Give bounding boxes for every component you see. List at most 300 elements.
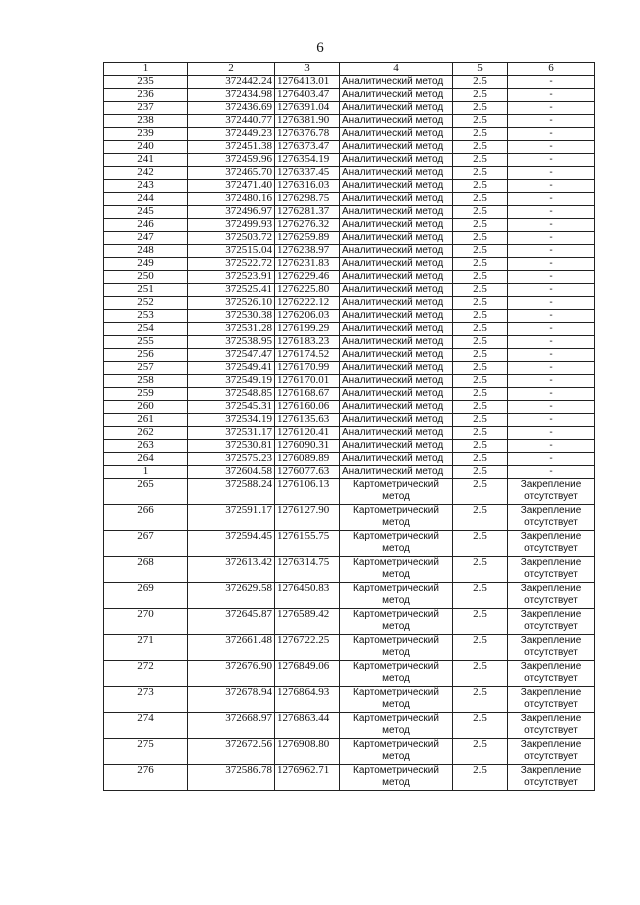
table-row — [104, 440, 595, 453]
fixing-description-cell: - — [508, 414, 595, 427]
y-coordinate-cell: 1276722.25 — [275, 635, 340, 661]
accuracy-cell: 2.5 — [453, 128, 508, 141]
table-row — [104, 323, 595, 336]
table-row — [104, 193, 595, 206]
table-header-row — [104, 63, 595, 76]
point-number-cell: 262 — [104, 427, 188, 440]
fixing-description-cell: - — [508, 219, 595, 232]
method-cell: Аналитический метод — [340, 336, 453, 349]
point-number-cell: 244 — [104, 193, 188, 206]
table-row — [104, 115, 595, 128]
y-coordinate-cell: 1276155.75 — [275, 531, 340, 557]
point-number-cell: 264 — [104, 453, 188, 466]
method-cell: Аналитический метод — [340, 310, 453, 323]
point-number-cell: 266 — [104, 505, 188, 531]
accuracy-cell: 2.5 — [453, 219, 508, 232]
method-cell: Аналитический метод — [340, 180, 453, 193]
method-cell: Аналитический метод — [340, 440, 453, 453]
table-row — [104, 414, 595, 427]
method-cell: Картометрический метод — [340, 687, 453, 713]
fixing-description-cell: - — [508, 154, 595, 167]
table-row — [104, 557, 595, 583]
x-coordinate-cell: 372588.24 — [188, 479, 275, 505]
x-coordinate-cell: 372547.47 — [188, 349, 275, 362]
y-coordinate-cell: 1276168.67 — [275, 388, 340, 401]
y-coordinate-cell: 1276316.03 — [275, 180, 340, 193]
point-number-cell: 240 — [104, 141, 188, 154]
table-row — [104, 687, 595, 713]
accuracy-cell: 2.5 — [453, 76, 508, 89]
y-coordinate-cell: 1276170.01 — [275, 375, 340, 388]
fixing-description-cell: Закрепление отсутствует — [508, 661, 595, 687]
point-number-cell: 252 — [104, 297, 188, 310]
accuracy-cell: 2.5 — [453, 232, 508, 245]
x-coordinate-cell: 372442.24 — [188, 76, 275, 89]
x-coordinate-cell: 372549.19 — [188, 375, 275, 388]
point-number-cell: 237 — [104, 102, 188, 115]
accuracy-cell: 2.5 — [453, 609, 508, 635]
x-coordinate-cell: 372434.98 — [188, 89, 275, 102]
table-row — [104, 401, 595, 414]
fixing-description-cell: Закрепление отсутствует — [508, 609, 595, 635]
y-coordinate-cell: 1276090.31 — [275, 440, 340, 453]
method-cell: Аналитический метод — [340, 362, 453, 375]
table-row — [104, 232, 595, 245]
method-cell: Аналитический метод — [340, 414, 453, 427]
x-coordinate-cell: 372523.91 — [188, 271, 275, 284]
x-coordinate-cell: 372522.72 — [188, 258, 275, 271]
x-coordinate-cell: 372575.23 — [188, 453, 275, 466]
x-coordinate-cell: 372440.77 — [188, 115, 275, 128]
fixing-description-cell: - — [508, 206, 595, 219]
accuracy-cell: 2.5 — [453, 271, 508, 284]
fixing-description-cell: - — [508, 440, 595, 453]
method-cell: Аналитический метод — [340, 76, 453, 89]
y-coordinate-cell: 1276450.83 — [275, 583, 340, 609]
x-coordinate-cell: 372503.72 — [188, 232, 275, 245]
y-coordinate-cell: 1276864.93 — [275, 687, 340, 713]
fixing-description-cell: Закрепление отсутствует — [508, 505, 595, 531]
accuracy-cell: 2.5 — [453, 336, 508, 349]
fixing-description-cell: - — [508, 453, 595, 466]
point-number-cell: 253 — [104, 310, 188, 323]
table-row — [104, 362, 595, 375]
table-row — [104, 219, 595, 232]
point-number-cell: 246 — [104, 219, 188, 232]
method-cell: Аналитический метод — [340, 427, 453, 440]
table-row — [104, 453, 595, 466]
method-cell: Аналитический метод — [340, 349, 453, 362]
accuracy-cell: 2.5 — [453, 635, 508, 661]
y-coordinate-cell: 1276381.90 — [275, 115, 340, 128]
accuracy-cell: 2.5 — [453, 466, 508, 479]
fixing-description-cell: - — [508, 102, 595, 115]
method-cell: Картометрический метод — [340, 479, 453, 505]
accuracy-cell: 2.5 — [453, 583, 508, 609]
fixing-description-cell: Закрепление отсутствует — [508, 479, 595, 505]
x-coordinate-cell: 372459.96 — [188, 154, 275, 167]
point-number-cell: 276 — [104, 765, 188, 791]
accuracy-cell: 2.5 — [453, 297, 508, 310]
x-coordinate-cell: 372661.48 — [188, 635, 275, 661]
coordinates-table — [103, 62, 595, 791]
method-cell: Аналитический метод — [340, 271, 453, 284]
point-number-cell: 255 — [104, 336, 188, 349]
y-coordinate-cell: 1276403.47 — [275, 89, 340, 102]
point-number-cell: 269 — [104, 583, 188, 609]
x-coordinate-cell: 372594.45 — [188, 531, 275, 557]
column-header-5: 5 — [453, 63, 508, 76]
fixing-description-cell: - — [508, 349, 595, 362]
fixing-description-cell: Закрепление отсутствует — [508, 739, 595, 765]
fixing-description-cell: - — [508, 297, 595, 310]
method-cell: Аналитический метод — [340, 297, 453, 310]
y-coordinate-cell: 1276908.80 — [275, 739, 340, 765]
fixing-description-cell: - — [508, 193, 595, 206]
y-coordinate-cell: 1276127.90 — [275, 505, 340, 531]
method-cell: Аналитический метод — [340, 167, 453, 180]
x-coordinate-cell: 372586.78 — [188, 765, 275, 791]
point-number-cell: 256 — [104, 349, 188, 362]
accuracy-cell: 2.5 — [453, 167, 508, 180]
table-row — [104, 167, 595, 180]
method-cell: Аналитический метод — [340, 453, 453, 466]
accuracy-cell: 2.5 — [453, 310, 508, 323]
table-row — [104, 583, 595, 609]
accuracy-cell: 2.5 — [453, 193, 508, 206]
method-cell: Аналитический метод — [340, 284, 453, 297]
point-number-cell: 259 — [104, 388, 188, 401]
method-cell: Картометрический метод — [340, 505, 453, 531]
method-cell: Аналитический метод — [340, 245, 453, 258]
y-coordinate-cell: 1276413.01 — [275, 76, 340, 89]
point-number-cell: 270 — [104, 609, 188, 635]
y-coordinate-cell: 1276231.83 — [275, 258, 340, 271]
y-coordinate-cell: 1276863.44 — [275, 713, 340, 739]
method-cell: Картометрический метод — [340, 531, 453, 557]
table-row — [104, 713, 595, 739]
accuracy-cell: 2.5 — [453, 284, 508, 297]
fixing-description-cell: - — [508, 336, 595, 349]
method-cell: Аналитический метод — [340, 388, 453, 401]
x-coordinate-cell: 372645.87 — [188, 609, 275, 635]
point-number-cell: 247 — [104, 232, 188, 245]
fixing-description-cell: Закрепление отсутствует — [508, 687, 595, 713]
x-coordinate-cell: 372545.31 — [188, 401, 275, 414]
y-coordinate-cell: 1276183.23 — [275, 336, 340, 349]
table-row — [104, 128, 595, 141]
table-row — [104, 180, 595, 193]
x-coordinate-cell: 372525.41 — [188, 284, 275, 297]
y-coordinate-cell: 1276238.97 — [275, 245, 340, 258]
method-cell: Аналитический метод — [340, 219, 453, 232]
accuracy-cell: 2.5 — [453, 414, 508, 427]
fixing-description-cell: - — [508, 89, 595, 102]
table-row — [104, 206, 595, 219]
point-number-cell: 251 — [104, 284, 188, 297]
method-cell: Аналитический метод — [340, 115, 453, 128]
accuracy-cell: 2.5 — [453, 713, 508, 739]
accuracy-cell: 2.5 — [453, 141, 508, 154]
point-number-cell: 250 — [104, 271, 188, 284]
x-coordinate-cell: 372530.81 — [188, 440, 275, 453]
x-coordinate-cell: 372538.95 — [188, 336, 275, 349]
accuracy-cell: 2.5 — [453, 258, 508, 271]
accuracy-cell: 2.5 — [453, 765, 508, 791]
accuracy-cell: 2.5 — [453, 453, 508, 466]
method-cell: Аналитический метод — [340, 206, 453, 219]
fixing-description-cell: - — [508, 180, 595, 193]
table-row — [104, 271, 595, 284]
x-coordinate-cell: 372465.70 — [188, 167, 275, 180]
point-number-cell: 274 — [104, 713, 188, 739]
fixing-description-cell: - — [508, 76, 595, 89]
point-number-cell: 260 — [104, 401, 188, 414]
fixing-description-cell: - — [508, 323, 595, 336]
x-coordinate-cell: 372548.85 — [188, 388, 275, 401]
point-number-cell: 249 — [104, 258, 188, 271]
y-coordinate-cell: 1276314.75 — [275, 557, 340, 583]
table-row — [104, 466, 595, 479]
method-cell: Аналитический метод — [340, 375, 453, 388]
column-header-3: 3 — [275, 63, 340, 76]
method-cell: Аналитический метод — [340, 89, 453, 102]
table-row — [104, 427, 595, 440]
method-cell: Аналитический метод — [340, 466, 453, 479]
fixing-description-cell: - — [508, 427, 595, 440]
accuracy-cell: 2.5 — [453, 531, 508, 557]
table-row — [104, 245, 595, 258]
y-coordinate-cell: 1276222.12 — [275, 297, 340, 310]
accuracy-cell: 2.5 — [453, 154, 508, 167]
x-coordinate-cell: 372629.58 — [188, 583, 275, 609]
accuracy-cell: 2.5 — [453, 479, 508, 505]
accuracy-cell: 2.5 — [453, 102, 508, 115]
point-number-cell: 258 — [104, 375, 188, 388]
accuracy-cell: 2.5 — [453, 245, 508, 258]
y-coordinate-cell: 1276276.32 — [275, 219, 340, 232]
method-cell: Картометрический метод — [340, 739, 453, 765]
y-coordinate-cell: 1276229.46 — [275, 271, 340, 284]
y-coordinate-cell: 1276135.63 — [275, 414, 340, 427]
method-cell: Картометрический метод — [340, 713, 453, 739]
point-number-cell: 248 — [104, 245, 188, 258]
point-number-cell: 265 — [104, 479, 188, 505]
fixing-description-cell: - — [508, 466, 595, 479]
x-coordinate-cell: 372613.42 — [188, 557, 275, 583]
fixing-description-cell: Закрепление отсутствует — [508, 765, 595, 791]
x-coordinate-cell: 372436.69 — [188, 102, 275, 115]
table-row — [104, 505, 595, 531]
y-coordinate-cell: 1276225.80 — [275, 284, 340, 297]
x-coordinate-cell: 372515.04 — [188, 245, 275, 258]
x-coordinate-cell: 372526.10 — [188, 297, 275, 310]
y-coordinate-cell: 1276120.41 — [275, 427, 340, 440]
fixing-description-cell: - — [508, 141, 595, 154]
y-coordinate-cell: 1276589.42 — [275, 609, 340, 635]
accuracy-cell: 2.5 — [453, 362, 508, 375]
x-coordinate-cell: 372604.58 — [188, 466, 275, 479]
y-coordinate-cell: 1276160.06 — [275, 401, 340, 414]
method-cell: Аналитический метод — [340, 128, 453, 141]
point-number-cell: 271 — [104, 635, 188, 661]
fixing-description-cell: - — [508, 245, 595, 258]
point-number-cell: 238 — [104, 115, 188, 128]
point-number-cell: 263 — [104, 440, 188, 453]
accuracy-cell: 2.5 — [453, 89, 508, 102]
method-cell: Аналитический метод — [340, 401, 453, 414]
method-cell: Аналитический метод — [340, 323, 453, 336]
fixing-description-cell: Закрепление отсутствует — [508, 713, 595, 739]
method-cell: Аналитический метод — [340, 141, 453, 154]
method-cell: Аналитический метод — [340, 102, 453, 115]
method-cell: Картометрический метод — [340, 609, 453, 635]
x-coordinate-cell: 372451.38 — [188, 141, 275, 154]
accuracy-cell: 2.5 — [453, 557, 508, 583]
column-header-1: 1 — [104, 63, 188, 76]
y-coordinate-cell: 1276962.71 — [275, 765, 340, 791]
y-coordinate-cell: 1276259.89 — [275, 232, 340, 245]
point-number-cell: 235 — [104, 76, 188, 89]
point-number-cell: 245 — [104, 206, 188, 219]
x-coordinate-cell: 372530.38 — [188, 310, 275, 323]
method-cell: Картометрический метод — [340, 583, 453, 609]
point-number-cell: 243 — [104, 180, 188, 193]
page-number: 6 — [316, 40, 324, 56]
x-coordinate-cell: 372499.93 — [188, 219, 275, 232]
x-coordinate-cell: 372534.19 — [188, 414, 275, 427]
y-coordinate-cell: 1276077.63 — [275, 466, 340, 479]
method-cell: Картометрический метод — [340, 557, 453, 583]
method-cell: Аналитический метод — [340, 193, 453, 206]
fixing-description-cell: - — [508, 362, 595, 375]
table-row — [104, 297, 595, 310]
accuracy-cell: 2.5 — [453, 687, 508, 713]
y-coordinate-cell: 1276376.78 — [275, 128, 340, 141]
method-cell: Картометрический метод — [340, 661, 453, 687]
point-number-cell: 1 — [104, 466, 188, 479]
table-row — [104, 635, 595, 661]
x-coordinate-cell: 372672.56 — [188, 739, 275, 765]
y-coordinate-cell: 1276170.99 — [275, 362, 340, 375]
y-coordinate-cell: 1276281.37 — [275, 206, 340, 219]
y-coordinate-cell: 1276298.75 — [275, 193, 340, 206]
method-cell: Аналитический метод — [340, 232, 453, 245]
point-number-cell: 257 — [104, 362, 188, 375]
fixing-description-cell: - — [508, 115, 595, 128]
y-coordinate-cell: 1276106.13 — [275, 479, 340, 505]
table-row — [104, 531, 595, 557]
method-cell: Картометрический метод — [340, 635, 453, 661]
x-coordinate-cell: 372676.90 — [188, 661, 275, 687]
x-coordinate-cell: 372531.28 — [188, 323, 275, 336]
table-row — [104, 89, 595, 102]
x-coordinate-cell: 372678.94 — [188, 687, 275, 713]
accuracy-cell: 2.5 — [453, 180, 508, 193]
fixing-description-cell: - — [508, 310, 595, 323]
y-coordinate-cell: 1276206.03 — [275, 310, 340, 323]
table-row — [104, 310, 595, 323]
table-row — [104, 141, 595, 154]
point-number-cell: 273 — [104, 687, 188, 713]
accuracy-cell: 2.5 — [453, 505, 508, 531]
fixing-description-cell: - — [508, 271, 595, 284]
column-header-4: 4 — [340, 63, 453, 76]
y-coordinate-cell: 1276199.29 — [275, 323, 340, 336]
accuracy-cell: 2.5 — [453, 401, 508, 414]
y-coordinate-cell: 1276174.52 — [275, 349, 340, 362]
table-body — [104, 76, 595, 791]
fixing-description-cell: Закрепление отсутствует — [508, 531, 595, 557]
table-row — [104, 479, 595, 505]
accuracy-cell: 2.5 — [453, 739, 508, 765]
fixing-description-cell: - — [508, 128, 595, 141]
fixing-description-cell: Закрепление отсутствует — [508, 635, 595, 661]
x-coordinate-cell: 372591.17 — [188, 505, 275, 531]
column-header-2: 2 — [188, 63, 275, 76]
x-coordinate-cell: 372549.41 — [188, 362, 275, 375]
accuracy-cell: 2.5 — [453, 323, 508, 336]
fixing-description-cell: Закрепление отсутствует — [508, 583, 595, 609]
table-row — [104, 388, 595, 401]
y-coordinate-cell: 1276354.19 — [275, 154, 340, 167]
table-row — [104, 375, 595, 388]
table-row — [104, 102, 595, 115]
point-number-cell: 241 — [104, 154, 188, 167]
x-coordinate-cell: 372496.97 — [188, 206, 275, 219]
fixing-description-cell: Закрепление отсутствует — [508, 557, 595, 583]
column-header-6: 6 — [508, 63, 595, 76]
accuracy-cell: 2.5 — [453, 427, 508, 440]
point-number-cell: 268 — [104, 557, 188, 583]
fixing-description-cell: - — [508, 401, 595, 414]
y-coordinate-cell: 1276089.89 — [275, 453, 340, 466]
fixing-description-cell: - — [508, 167, 595, 180]
point-number-cell: 254 — [104, 323, 188, 336]
y-coordinate-cell: 1276337.45 — [275, 167, 340, 180]
y-coordinate-cell: 1276849.06 — [275, 661, 340, 687]
x-coordinate-cell: 372480.16 — [188, 193, 275, 206]
fixing-description-cell: - — [508, 375, 595, 388]
accuracy-cell: 2.5 — [453, 440, 508, 453]
accuracy-cell: 2.5 — [453, 115, 508, 128]
y-coordinate-cell: 1276391.04 — [275, 102, 340, 115]
y-coordinate-cell: 1276373.47 — [275, 141, 340, 154]
fixing-description-cell: - — [508, 388, 595, 401]
point-number-cell: 272 — [104, 661, 188, 687]
accuracy-cell: 2.5 — [453, 661, 508, 687]
table-row — [104, 661, 595, 687]
method-cell: Аналитический метод — [340, 154, 453, 167]
table-row — [104, 349, 595, 362]
accuracy-cell: 2.5 — [453, 388, 508, 401]
accuracy-cell: 2.5 — [453, 375, 508, 388]
table-row — [104, 765, 595, 791]
table-row — [104, 258, 595, 271]
accuracy-cell: 2.5 — [453, 206, 508, 219]
x-coordinate-cell: 372668.97 — [188, 713, 275, 739]
method-cell: Картометрический метод — [340, 765, 453, 791]
table-row — [104, 284, 595, 297]
x-coordinate-cell: 372449.23 — [188, 128, 275, 141]
fixing-description-cell: - — [508, 232, 595, 245]
method-cell: Аналитический метод — [340, 258, 453, 271]
point-number-cell: 267 — [104, 531, 188, 557]
fixing-description-cell: - — [508, 258, 595, 271]
point-number-cell: 261 — [104, 414, 188, 427]
table-row — [104, 76, 595, 89]
accuracy-cell: 2.5 — [453, 349, 508, 362]
